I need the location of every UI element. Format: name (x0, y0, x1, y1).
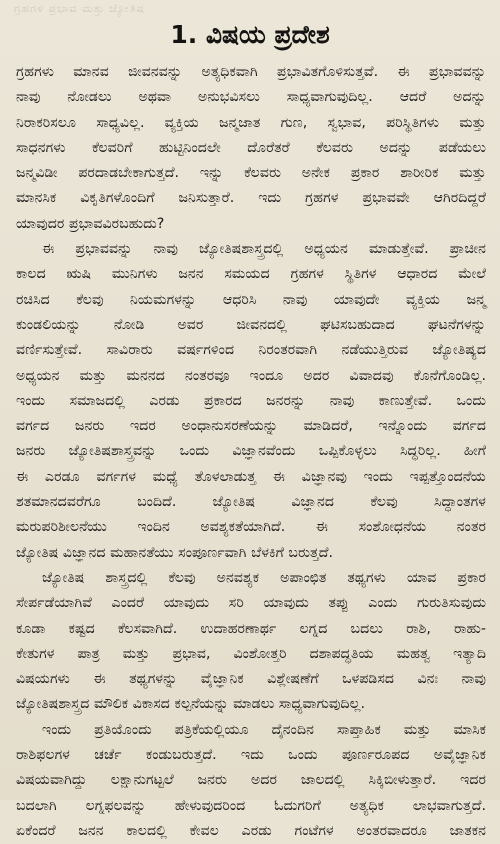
text-line: ಬದಲಾಗಿ ಲಗ್ನಫಲವನ್ನು ಹೇಳುವುದರಿಂದ ಓದುಗರಿಗೆ ಅತ್ಯಧಿಕ ಲಾಭವಾಗುತ್ತದೆ. (16, 797, 486, 814)
text-line: ಮಾನಸಿಕ ವಿಕೃತಿಗಳೊಂದಿಗೆ ಜನಿಸುತ್ತಾರೆ. ಇದು ಗ್ರಹಗಳ ಪ್ರಭಾವವೇ ಆಗಿರದಿದ್ದರೆ (16, 190, 486, 207)
text-line: ಈ ಪ್ರಭಾವವನ್ನು ನಾವು ಜ್ಯೋತಿಷಶಾಸ್ತ್ರದಲ್ಲಿ ಅಧ್ಯಯನ ಮಾಡುತ್ತೇವೆ. ಪ್ರಾಚೀನ (42, 241, 486, 258)
text-line: ಕೂಡಾ ಕಷ್ಟದ ಕೆಲಸವಾಗಿದೆ. ಉದಾಹರಣಾರ್ಥ ಲಗ್ನದ ಬದಲು ರಾಶಿ, ರಾಹು- (16, 620, 486, 637)
text-line: ಯಾವುದರ ಪ್ರಭಾವವಿರಬಹುದು? (16, 215, 165, 232)
text-line: ವರ್ಗದ ಜನರು ಇದರ ಅಂಧಾನುಸರಣೆಯನ್ನು ಮಾಡಿದರೆ, ಇನ್ನೊಂದು ವರ್ಗದ (16, 418, 486, 435)
text-line: ಸಾಧನಗಳು ಕೆಲವರಿಗೆ ಹುಟ್ಟಿನಿಂದಲೇ ದೊರೆತರೆ ಕೆಲವರು ಅದನ್ನು ಪಡೆಯಲು (16, 139, 486, 156)
text-line: ಗ್ರಹಗಳು ಮಾನವ ಜೀವನವನ್ನು ಅತ್ಯಧಿಕವಾಗಿ ಪ್ರಭಾವಿತಗೊಳಿಸುತ್ತವೆ. ಈ ಪ್ರಭಾವವನ್ನು (16, 64, 486, 80)
text-line: ಕಾಲದ ಋಷಿ ಮುನಿಗಳು ಜನನ ಸಮಯದ ಗ್ರಹಗಳ ಸ್ಥಿತಿಗಳ ಆಧಾರದ ಮೇಲೆ (16, 266, 486, 283)
text-line: ಜನ್ಮವಿಡೀ ಪರದಾಡಬೇಕಾಗುತ್ತದೆ. ಇನ್ನು ಕೆಲವರು ಅನೇಕ ಪ್ರಕಾರ ಶಾರೀರಿಕ ಮತ್ತು (16, 165, 486, 182)
paragraph-2 (16, 237, 486, 566)
text-line: ಜ್ಯೋತಿಷಶಾಸ್ತ್ರದ ಮೌಲಿಕ ವಿಕಾಸದ ಕಲ್ಪನೆಯನ್ನು ಮಾಡಲು ಸಾಧ್ಯವಾಗುವುದಿಲ್ಲ. (16, 696, 365, 713)
text-line: ಏಕೆಂದರೆ ಜನನ ಕಾಲದಲ್ಲಿ ಕೇವಲ ಎರಡು ಗಂಟೆಗಳ ಅಂತರವಾದರೂ ಜಾತಕನ (16, 822, 486, 839)
text-line: ಕುಂಡಲಿಯನ್ನು ನೋಡಿ ಅವರ ಜೀವನದಲ್ಲಿ ಘಟಿಸಬಹುದಾದ ಘಟನೆಗಳನ್ನು (16, 316, 486, 333)
text-line: ವರ್ಣಿಸುತ್ತೇವೆ. ಸಾವಿರಾರು ವರ್ಷಗಳಿಂದ ನಿರಂತರವಾಗಿ ನಡೆಯುತ್ತಿರುವ ಜ್ಯೋತಿಷ್ಯದ (16, 342, 486, 359)
text-line: ರಾಶಿಫಲಗಳ ಚರ್ಚೆ ಕಂಡುಬರುತ್ತದೆ. ಇದು ಒಂದು ಪೂರ್ಣರೂಪದ ಅವೈಜ್ಞಾನಿಕ (16, 747, 486, 764)
text-line: ಶತಮಾನದವರೆಗೂ ಬಂದಿದೆ. ಜ್ಯೋತಿಷ ವಿಜ್ಞಾನದ ಕೆಲವು ಸಿದ್ಧಾಂತಗಳ (16, 494, 486, 511)
text-line: ವಿಷಯಗಳು ಈ ತಥ್ಯಗಳನ್ನು ವೈಜ್ಞಾನಿಕ ವಿಶ್ಲೇಷಣೆಗೆ ಒಳಪಡಿಸದ ವಿನಃ ನಾವು (16, 671, 486, 688)
body-text (16, 60, 486, 844)
text-line: ಸೇರ್ಪಡೆಯಾಗಿವೆ ಎಂದರೆ ಯಾವುದು ಸರಿ ಯಾವುದು ತಪ್ಪು ಎಂದು ಗುರುತಿಸುವುದು (16, 595, 486, 612)
chapter-title: 1. ವಿಷಯ ಪ್ರದೇಶ (170, 20, 330, 49)
text-line: ಈ ಎರಡೂ ವರ್ಗಗಳ ಮಧ್ಯೆ ತೊಳಲಾಡುತ್ತ ಈ ವಿಜ್ಞಾನವು ಇಂದು ಇಪ್ಪತ್ತೊಂದನೆಯ (16, 468, 486, 485)
paragraph-1 (16, 60, 486, 237)
text-line: ವಿಷಯವಾಗಿದ್ದು ಲಕ್ಷಾನುಗಟ್ಟಲೆ ಜನರು ಅದರ ಜಾಲದಲ್ಲಿ ಸಿಕ್ಕಿಬೀಳುತ್ತಾರೆ. ಇದರ (16, 772, 486, 789)
text-line: ನಿರಾಕರಿಸಲೂ ಸಾಧ್ಯವಿಲ್ಲ. ವ್ಯಕ್ತಿಯ ಜನ್ಮಜಾತ ಗುಣ, ಸ್ವಭಾವ, ಪರಿಸ್ಥಿತಿಗಳು ಮತ್ತು (16, 114, 486, 131)
paragraph-3 (16, 566, 486, 718)
text-line: ರಚಿಸಿದ ಕೆಲವು ನಿಯಮಗಳನ್ನು ಆಧರಿಸಿ ನಾವು ಯಾವುದೇ ವ್ಯಕ್ತಿಯ ಜನ್ಮ (16, 291, 486, 308)
text-line: ನಾವು ನೋಡಲು ಅಥವಾ ಅನುಭವಿಸಲು ಸಾಧ್ಯವಾಗುವುದಿಲ್ಲ. ಆದರೆ ಅದನ್ನು (16, 89, 486, 106)
text-line: ಜನರು ಜ್ಯೋತಿಷಶಾಸ್ತ್ರವನ್ನು ಒಂದು ವಿಜ್ಞಾನವೆಂದು ಒಪ್ಪಿಕೊಳ್ಳಲು ಸಿದ್ಧರಿಲ್ಲ. ಹೀಗೆ (16, 443, 486, 460)
text-line: ಇಂದು ಪ್ರತಿಯೊಂದು ಪತ್ರಿಕೆಯಲ್ಲಿಯೂ ದೈನಂದಿನ ಸಾಪ್ತಾಹಿಕ ಮತ್ತು ಮಾಸಿಕ (42, 721, 486, 738)
text-line: ಕೇತುಗಳ ಪಾತ್ರ ಮತ್ತು ಪ್ರಭಾವ, ವಿಂಶೋತ್ತರಿ ದಶಾಪದ್ಧತಿಯ ಮಹತ್ವ ಇತ್ಯಾದಿ (16, 645, 486, 662)
text-line: ಜ್ಯೋತಿಷ ವಿಜ್ಞಾನದ ಮಹಾನತೆಯು ಸಂಪೂರ್ಣವಾಗಿ ಬೆಳಕಿಗೆ ಬರುತ್ತದೆ. (16, 544, 334, 561)
bleed-through-text: ಗ್ರಹಗಳ ಪ್ರಭಾವ ಮತ್ತು ಜ್ಯೋತಿಷ (14, 2, 146, 15)
paragraph-4 (16, 718, 486, 844)
text-line: ಮರುಪರಿಶೀಲನೆಯು ಇಂದಿನ ಅವಶ್ಯಕತೆಯಾಗಿದೆ. ಈ ಸಂಶೋಧನೆಯ ನಂತರ (16, 519, 486, 536)
text-line: ಇಂದು ಸಮಾಜದಲ್ಲಿ ಎರಡು ಪ್ರಕಾರದ ಜನರನ್ನು ನಾವು ಕಾಣುತ್ತೇವೆ. ಒಂದು (16, 392, 486, 409)
text-line: ಅಧ್ಯಯನ ಮತ್ತು ಮನನದ ನಂತರವೂ ಇಂದೂ ಅದರ ವಿವಾದವು ಕೊನೆಗೊಂಡಿಲ್ಲ. (16, 367, 486, 384)
text-line: ಜ್ಯೋತಿಷ ಶಾಸ್ತ್ರದಲ್ಲಿ ಕೆಲವು ಅನವಶ್ಯಕ ಅಪಾಂಛಿತ ತಥ್ಯಗಳು ಯಾವ ಪ್ರಕಾರ (42, 569, 486, 586)
